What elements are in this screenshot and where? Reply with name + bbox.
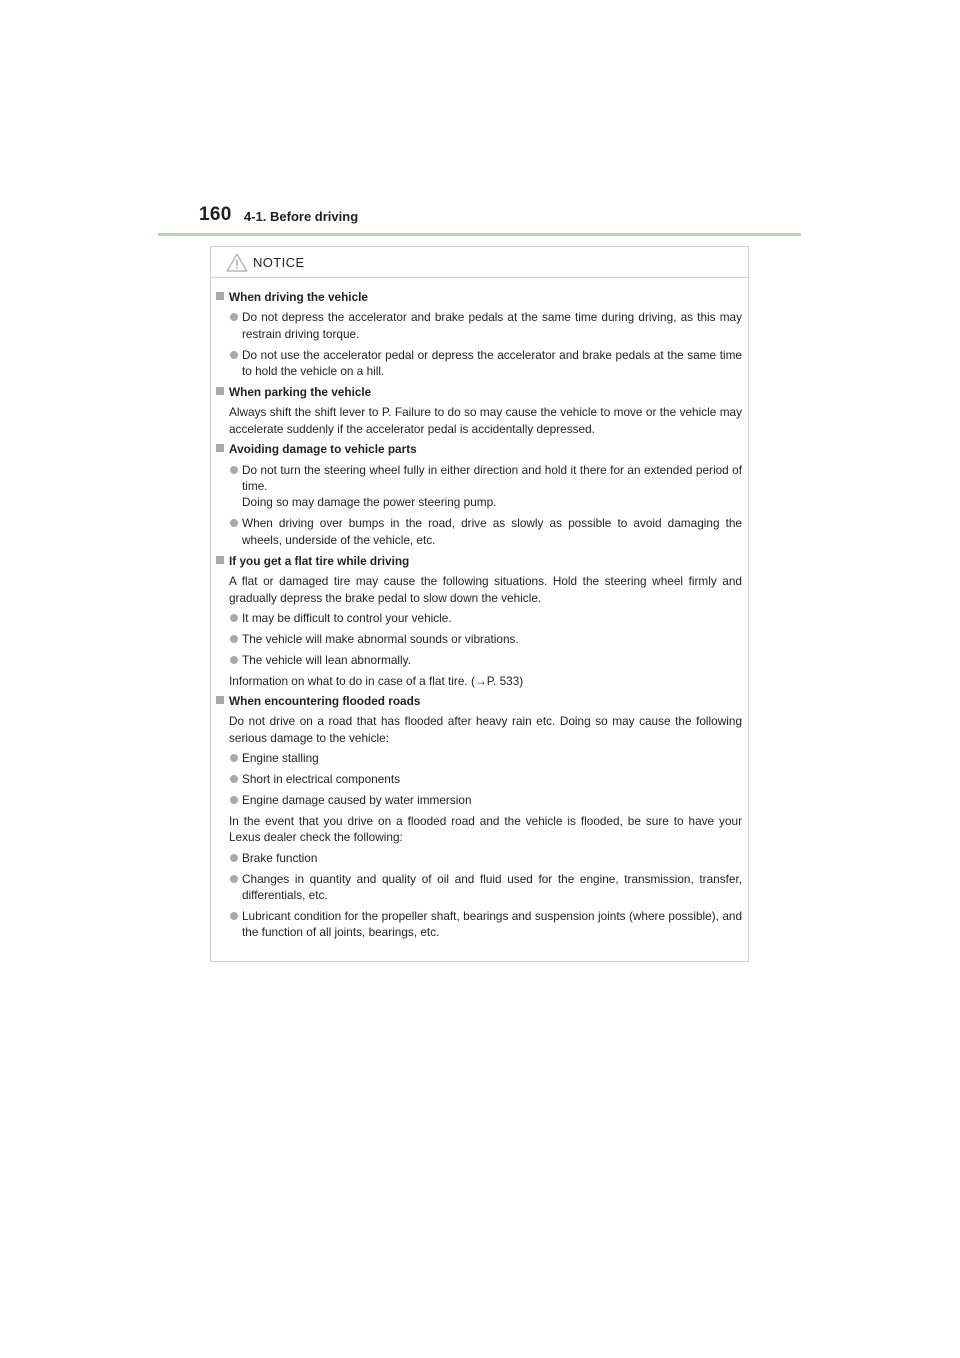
notice-header	[211, 247, 748, 278]
notice-label: NOTICE	[253, 255, 305, 270]
section-heading	[216, 384, 742, 400]
heading-text: When parking the vehicle	[229, 385, 372, 400]
list-item-text	[242, 610, 742, 626]
list-item-line: Do not turn the steering wheel fully in either direction and hold it there for an extended period of time.	[242, 462, 742, 494]
circle-bullet-icon	[229, 850, 242, 866]
list-item	[216, 610, 742, 626]
list-item-text	[242, 515, 742, 548]
list-item	[216, 462, 742, 511]
warning-triangle-icon	[226, 253, 248, 272]
paragraph: A flat or damaged tire may cause the following situations. Hold the steering wheel firmly and gradually depress the brake pedal to slow down the vehicle.	[229, 574, 742, 605]
heading-text: If you get a flat tire while driving	[229, 553, 410, 568]
list-item-text	[242, 631, 742, 647]
circle-bullet-icon	[229, 771, 242, 787]
list-item-line: It may be difficult to control your vehicle.	[242, 610, 452, 625]
section-heading	[216, 289, 742, 305]
circle-bullet-icon	[229, 309, 242, 325]
list-item-text	[242, 850, 742, 866]
notice-box	[210, 246, 749, 962]
list-item	[216, 631, 742, 647]
list-item	[216, 652, 742, 668]
circle-bullet-icon	[229, 652, 242, 668]
list-item	[216, 515, 742, 548]
list-item-text	[242, 462, 742, 511]
list-item-line: When driving over bumps in the road, drive as slowly as possible to avoid damaging the wheels, underside of the vehicle, etc.	[242, 516, 742, 547]
list-item-line: The vehicle will make abnormal sounds or vibrations.	[242, 631, 519, 646]
square-bullet-icon	[216, 696, 224, 704]
paragraph: Information on what to do in case of a flat tire. (→P. 533)	[229, 673, 524, 688]
list-item	[216, 309, 742, 342]
circle-bullet-icon	[229, 462, 242, 478]
list-item	[216, 908, 742, 941]
list-item-text	[242, 750, 742, 766]
list-item	[216, 771, 742, 787]
list-item-line: Do not depress the accelerator and brake pedals at the same time during driving, as this may restrain driving torque.	[242, 310, 742, 341]
heading-text: Avoiding damage to vehicle parts	[229, 442, 417, 457]
square-bullet-icon	[216, 387, 224, 395]
list-item-line: Do not use the accelerator pedal or depress the accelerator and brake pedals at the same time to hold the vehicle on a hill.	[242, 347, 742, 379]
square-bullet-icon	[216, 556, 224, 564]
list-item-line: Engine stalling	[242, 751, 319, 766]
list-item-text	[242, 871, 742, 904]
heading-text: When encountering flooded roads	[229, 694, 421, 709]
circle-bullet-icon	[229, 610, 242, 626]
list-item-line: Lubricant condition for the propeller shaft, bearings and suspension joints (where possible), and the function of all joints, bearings, etc.	[242, 909, 742, 940]
paragraph: Do not drive on a road that has flooded after heavy rain etc. Doing so may cause the following serious damage to the vehicle:	[229, 714, 742, 745]
list-item-text	[242, 309, 742, 342]
list-item-text	[242, 908, 742, 941]
header-rule	[158, 233, 801, 236]
list-item-line: The vehicle will lean abnormally.	[242, 652, 411, 667]
list-item	[216, 347, 742, 380]
list-item-line: Changes in quantity and quality of oil and fluid used for the engine, transmission, transfer, differentials, etc.	[242, 871, 742, 903]
square-bullet-icon	[216, 292, 224, 300]
circle-bullet-icon	[229, 908, 242, 924]
list-item-line: Short in electrical components	[242, 772, 401, 787]
section-title: 4-1. Before driving	[244, 209, 359, 224]
section-heading	[216, 553, 742, 569]
list-item-text	[242, 347, 742, 380]
notice-body	[211, 278, 748, 941]
circle-bullet-icon	[229, 515, 242, 531]
section-heading	[216, 693, 742, 709]
square-bullet-icon	[216, 444, 224, 452]
page-number: 160	[199, 204, 232, 225]
paragraph: In the event that you drive on a flooded road and the vehicle is flooded, be sure to have your Lexus dealer check the following:	[229, 813, 742, 845]
list-item	[216, 871, 742, 904]
list-item	[216, 750, 742, 766]
list-item	[216, 850, 742, 866]
list-item-text	[242, 792, 742, 808]
list-item-text	[242, 652, 742, 668]
list-item-line: Doing so may damage the power steering pump.	[242, 495, 497, 510]
list-item-line: Engine damage caused by water immersion	[242, 793, 472, 808]
circle-bullet-icon	[229, 871, 242, 887]
circle-bullet-icon	[229, 347, 242, 363]
page-header	[199, 204, 799, 232]
circle-bullet-icon	[229, 792, 242, 808]
circle-bullet-icon	[229, 750, 242, 766]
list-item-line: Brake function	[242, 850, 318, 865]
list-item	[216, 792, 742, 808]
paragraph: Always shift the shift lever to P. Failure to do so may cause the vehicle to move or the vehicle may accelerate suddenly if the accelerator pedal is accidentally depressed.	[229, 405, 742, 436]
heading-text: When driving the vehicle	[229, 290, 368, 304]
circle-bullet-icon	[229, 631, 242, 647]
section-heading	[216, 441, 742, 457]
list-item-text	[242, 771, 742, 787]
